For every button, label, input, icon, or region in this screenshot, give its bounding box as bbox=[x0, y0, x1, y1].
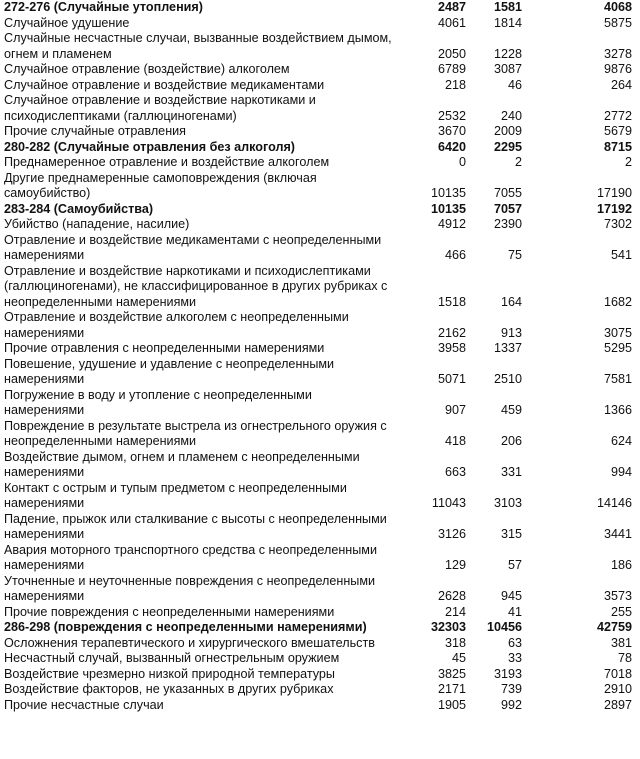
table-row bbox=[0, 651, 640, 667]
value-col1: 663 bbox=[444, 465, 466, 479]
row-label: Случайное отравление (воздействие) алкоголем bbox=[4, 62, 290, 76]
value-total: 5875 bbox=[603, 15, 632, 30]
value-col1: 6789 bbox=[437, 62, 466, 76]
table-row bbox=[0, 481, 640, 512]
row-label: Погружение в воду и утопление с неопределенными намерениями bbox=[4, 387, 312, 417]
table-row bbox=[0, 233, 640, 264]
value-col2: 1228 bbox=[493, 46, 522, 61]
value-col2: 739 bbox=[500, 682, 522, 696]
value-total: 17190 bbox=[596, 186, 632, 200]
table-row bbox=[0, 124, 640, 140]
value-col1: 2050 bbox=[437, 46, 466, 61]
value-total: 2 bbox=[624, 155, 632, 169]
value-col1: 3825 bbox=[437, 666, 466, 681]
row-label: Повешение, удушение и удавление с неопределенными намерениями bbox=[4, 356, 335, 386]
row-label: Воздействие факторов, не указанных в других рубриках bbox=[4, 682, 334, 696]
table-row bbox=[0, 171, 640, 202]
table-row bbox=[0, 682, 640, 698]
row-label: Уточненные и неуточненные повреждения с неопределенными намерениями bbox=[4, 573, 376, 603]
value-total: 381 bbox=[610, 635, 632, 650]
row-label: Воздействие дымом, огнем и пламенем с неопределенными намерениями bbox=[4, 449, 360, 479]
value-col1: 10135 bbox=[430, 186, 466, 200]
row-label: Прочие случайные отравления bbox=[4, 124, 187, 138]
value-col1: 3958 bbox=[437, 341, 466, 355]
table-row bbox=[0, 341, 640, 357]
table-row bbox=[0, 62, 640, 78]
table-row bbox=[0, 31, 640, 62]
table-subtotal-row bbox=[0, 140, 640, 156]
value-total: 5295 bbox=[603, 341, 632, 355]
value-total: 8715 bbox=[603, 139, 632, 154]
value-col2: 7055 bbox=[493, 186, 522, 200]
row-label: Прочие отравления с неопределенными намерениями bbox=[4, 341, 325, 355]
row-label: Прочие повреждения с неопределенными намерениями bbox=[4, 604, 335, 619]
table-row bbox=[0, 667, 640, 683]
table-row bbox=[0, 698, 640, 714]
value-col1: 466 bbox=[444, 248, 466, 262]
row-label: 283-284 (Самоубийства) bbox=[4, 201, 154, 216]
value-col1: 10135 bbox=[430, 201, 466, 216]
row-label: Осложнения терапевтического и хирургического вмешательств bbox=[4, 635, 375, 650]
value-col1: 129 bbox=[444, 558, 466, 572]
value-col2: 2510 bbox=[493, 372, 522, 386]
value-col2: 315 bbox=[500, 527, 522, 541]
value-col1: 2162 bbox=[437, 325, 466, 340]
row-label: 286-298 (повреждения с неопределенными намерениями) bbox=[4, 620, 367, 634]
value-col1: 4912 bbox=[437, 217, 466, 231]
table-row bbox=[0, 155, 640, 171]
table-row bbox=[0, 16, 640, 32]
value-total: 3278 bbox=[603, 46, 632, 61]
table-subtotal-row bbox=[0, 0, 640, 16]
value-total: 2772 bbox=[603, 108, 632, 123]
row-label: 280-282 (Случайные отравления без алкоголя) bbox=[4, 139, 295, 154]
value-col1: 45 bbox=[451, 651, 466, 665]
table-row bbox=[0, 636, 640, 652]
value-col2: 331 bbox=[500, 465, 522, 479]
row-label: Прочие несчастные случаи bbox=[4, 697, 164, 712]
row-label: Отравление и воздействие медикаментами с неопределенными намерениями bbox=[4, 232, 382, 262]
value-col1: 2532 bbox=[437, 108, 466, 123]
table-row bbox=[0, 78, 640, 94]
value-total: 994 bbox=[610, 465, 632, 479]
value-col1: 2487 bbox=[437, 0, 466, 14]
value-col2: 2390 bbox=[493, 217, 522, 231]
value-col2: 240 bbox=[500, 108, 522, 123]
value-total: 17192 bbox=[596, 201, 632, 216]
value-col1: 5071 bbox=[437, 372, 466, 386]
value-total: 42759 bbox=[596, 620, 632, 634]
value-total: 2910 bbox=[603, 682, 632, 696]
value-col2: 75 bbox=[507, 248, 522, 262]
table-row bbox=[0, 419, 640, 450]
value-col1: 0 bbox=[458, 155, 466, 169]
value-total: 4068 bbox=[603, 0, 632, 14]
table-subtotal-row bbox=[0, 620, 640, 636]
table-row bbox=[0, 310, 640, 341]
row-label: Другие преднамеренные самоповреждения (включая самоубийство) bbox=[4, 170, 317, 200]
value-col1: 1905 bbox=[437, 697, 466, 712]
table-row bbox=[0, 512, 640, 543]
table-row bbox=[0, 264, 640, 311]
row-label: Повреждение в результате выстрела из огнестрельного оружия с неопределенными намерениями bbox=[4, 418, 387, 448]
value-col2: 63 bbox=[507, 635, 522, 650]
table-row bbox=[0, 93, 640, 124]
row-label: Авария моторного транспортного средства с неопределенными намерениями bbox=[4, 542, 377, 572]
row-label: Преднамеренное отравление и воздействие алкоголем bbox=[4, 155, 330, 169]
value-col2: 459 bbox=[500, 403, 522, 417]
value-col1: 214 bbox=[444, 604, 466, 619]
value-total: 5679 bbox=[603, 124, 632, 138]
value-total: 264 bbox=[610, 77, 632, 92]
row-label: Несчастный случай, вызванный огнестрельным оружием bbox=[4, 651, 340, 665]
value-col1: 2628 bbox=[437, 589, 466, 603]
value-total: 7581 bbox=[603, 372, 632, 386]
value-col2: 1814 bbox=[493, 15, 522, 30]
value-col1: 218 bbox=[444, 77, 466, 92]
table-row bbox=[0, 574, 640, 605]
value-total: 541 bbox=[610, 248, 632, 262]
value-col2: 2295 bbox=[493, 139, 522, 154]
table-row bbox=[0, 605, 640, 621]
value-col1: 3670 bbox=[437, 124, 466, 138]
value-col1: 2171 bbox=[437, 682, 466, 696]
value-col2: 945 bbox=[500, 589, 522, 603]
table-subtotal-row bbox=[0, 202, 640, 218]
value-col2: 2 bbox=[514, 155, 522, 169]
value-col2: 164 bbox=[500, 294, 522, 309]
row-label: Отравление и воздействие наркотиками и психодислептиками (галлюциногенами), не классифицированное в других рубриках с неопределенными намерениями bbox=[4, 263, 388, 309]
value-col1: 6420 bbox=[437, 139, 466, 154]
row-label: Случайное удушение bbox=[4, 15, 130, 30]
table-row bbox=[0, 450, 640, 481]
table-row bbox=[0, 388, 640, 419]
row-label: Случайное отравление и воздействие наркотиками и психодислептиками (галлюциногенами) bbox=[4, 93, 316, 123]
value-col1: 418 bbox=[444, 434, 466, 448]
value-col2: 41 bbox=[507, 604, 522, 619]
value-total: 7018 bbox=[603, 666, 632, 681]
value-col2: 57 bbox=[507, 558, 522, 572]
value-total: 3573 bbox=[603, 589, 632, 603]
value-total: 3441 bbox=[603, 527, 632, 541]
value-col2: 992 bbox=[500, 697, 522, 712]
value-col1: 907 bbox=[444, 403, 466, 417]
value-col2: 913 bbox=[500, 325, 522, 340]
value-col2: 1337 bbox=[493, 341, 522, 355]
value-total: 624 bbox=[610, 434, 632, 448]
value-col2: 3087 bbox=[493, 62, 522, 76]
value-col1: 3126 bbox=[437, 527, 466, 541]
value-col1: 318 bbox=[444, 635, 466, 650]
value-total: 1682 bbox=[603, 294, 632, 309]
table-row bbox=[0, 357, 640, 388]
value-total: 2897 bbox=[603, 697, 632, 712]
row-label: Случайное отравление и воздействие медикаментами bbox=[4, 77, 325, 92]
value-col2: 7057 bbox=[493, 201, 522, 216]
value-total: 3075 bbox=[603, 325, 632, 340]
value-col1: 11043 bbox=[431, 496, 466, 510]
value-total: 186 bbox=[610, 558, 632, 572]
row-label: 272-276 (Случайные утопления) bbox=[4, 0, 203, 14]
value-total: 255 bbox=[610, 604, 632, 619]
value-col2: 1581 bbox=[493, 0, 522, 14]
value-col2: 46 bbox=[507, 77, 522, 92]
table-row bbox=[0, 543, 640, 574]
row-label: Падение, прыжок или сталкивание с высоты с неопределенными намерениями bbox=[4, 511, 387, 541]
value-total: 7302 bbox=[603, 217, 632, 231]
value-col1: 4061 bbox=[437, 15, 466, 30]
value-total: 78 bbox=[617, 651, 632, 665]
row-label: Воздействие чрезмерно низкой природной температуры bbox=[4, 666, 335, 681]
value-total: 1366 bbox=[603, 403, 632, 417]
value-col2: 10456 bbox=[486, 620, 522, 634]
value-col1: 32303 bbox=[430, 620, 466, 634]
row-label: Отравление и воздействие алкоголем с неопределенными намерениями bbox=[4, 310, 349, 340]
value-col2: 3193 bbox=[493, 666, 522, 681]
value-col2: 33 bbox=[507, 651, 522, 665]
value-col2: 2009 bbox=[493, 124, 522, 138]
table-row bbox=[0, 217, 640, 233]
row-label: Контакт с острым и тупым предметом с неопределенными намерениями bbox=[4, 480, 347, 510]
value-col2: 206 bbox=[500, 434, 522, 448]
value-col1: 1518 bbox=[437, 294, 466, 309]
value-total: 14146 bbox=[596, 496, 632, 510]
row-label: Убийство (нападение, насилие) bbox=[4, 217, 190, 231]
value-total: 9876 bbox=[603, 62, 632, 76]
value-col2: 3103 bbox=[493, 496, 522, 510]
row-label: Случайные несчастные случаи, вызванные воздействием дымом, огнем и пламенем bbox=[4, 31, 392, 61]
